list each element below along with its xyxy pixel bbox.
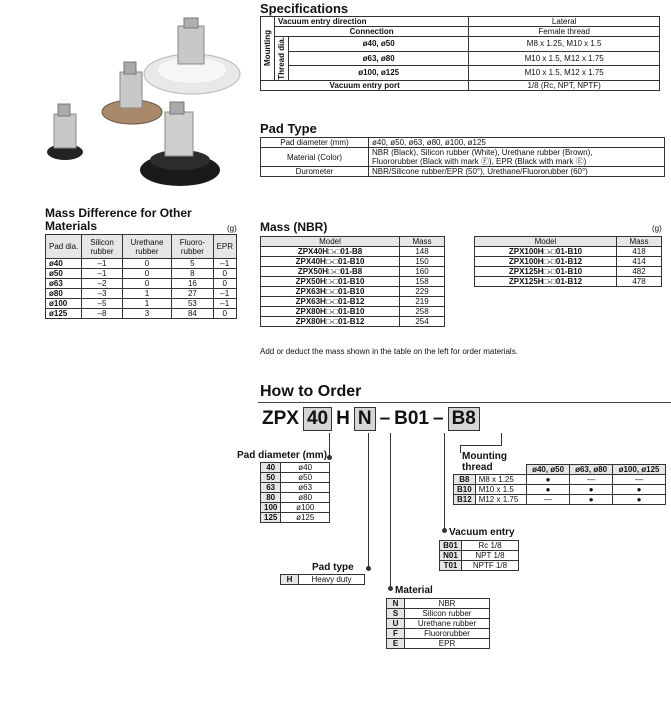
table-row: ZPX80H□-□01-B12 254 (261, 317, 445, 327)
connector-entry (444, 433, 445, 530)
table-row: U Urethane rubber (387, 619, 490, 629)
mass-diff-unit: (g) (227, 224, 237, 233)
mass-diff-table (45, 234, 237, 319)
table-row: E EPR (387, 639, 490, 649)
pad-diameter-label: Pad diameter (mm) (237, 450, 328, 461)
table-row: ø100 –5 1 53 –1 (46, 299, 237, 309)
pad-type-label: Material (Color) (261, 148, 369, 167)
col-header: Pad dia. (46, 235, 82, 259)
product-photo (40, 12, 250, 192)
connector-type (368, 433, 369, 568)
table-row: ZPX50H□-□01-B8 160 (261, 267, 445, 277)
table-row: ø50 –1 0 8 0 (46, 269, 237, 279)
spec-label: ø100, ø125 (289, 66, 469, 81)
table-row: 80 ø80 (261, 493, 330, 503)
order-prefix: ZPX (262, 408, 299, 429)
spec-value: M10 x 1.5, M12 x 1.75 (469, 51, 660, 66)
spec-label: ø63, ø80 (289, 51, 469, 66)
connector-dot (442, 528, 447, 533)
thread-dia-label: Thread dia. (275, 37, 289, 81)
material-label: Material (395, 585, 433, 596)
order-type: H (336, 408, 350, 429)
connector-dot (327, 455, 332, 460)
spec-label: Vacuum entry direction (275, 17, 469, 27)
order-entry: B01 (394, 408, 429, 429)
col-header: Fluoro-rubber (172, 235, 213, 259)
spec-value: Female thread (469, 27, 660, 37)
table-row: ZPX80H□-□01-B10 258 (261, 307, 445, 317)
how-to-order-title: How to Order (260, 383, 362, 400)
order-dash: – (433, 408, 444, 429)
order-material-box: N (354, 407, 376, 431)
table-row: 125 ø125 (261, 513, 330, 523)
table-row: 50 ø50 (261, 473, 330, 483)
table-row: ZPX40H□-□01-B8 148 (261, 247, 445, 257)
connector-material (390, 433, 391, 588)
connector-thread-v (460, 445, 461, 453)
col-header: Silicon rubber (82, 235, 122, 259)
table-row: B12 M12 x 1.75 — ● ● (454, 495, 666, 505)
table-row: ZPX125H□-□01-B12 478 (475, 277, 662, 287)
order-dash: – (379, 408, 391, 429)
table-row: ZPX100H□-□01-B12 414 (475, 257, 662, 267)
table-row: ZPX50H□-□01-B10 158 (261, 277, 445, 287)
how-to-order-rule (258, 402, 671, 403)
col-header: ø100, ø125 (613, 465, 666, 475)
vacuum-entry-table (439, 540, 519, 571)
table-row: 100 ø100 (261, 503, 330, 513)
table-row: B01 Rc 1/8 (440, 541, 519, 551)
material-table (386, 598, 490, 649)
table-row: ZPX40H□-□01-B10 150 (261, 257, 445, 267)
table-row: N NBR (387, 599, 490, 609)
table-row: B8 M8 x 1.25 ● — — (454, 475, 666, 485)
connector-dot (366, 566, 371, 571)
table-row: T01 NPTF 1/8 (440, 561, 519, 571)
pad-type-value: NBR (Black), Silicon rubber (White), Urethane rubber (Brown), Fluororubber (Black with mark Ⓕ), EPR (Black with mark Ⓔ) (369, 148, 665, 167)
mass-nbr-note: Add or deduct the mass shown in the table on the left for order materials. (260, 347, 518, 356)
connector-thread-h (460, 445, 502, 446)
table-row: B10 M10 x 1.5 ● ● ● (454, 485, 666, 495)
mass-nbr-unit: (g) (652, 224, 662, 233)
connector-dia (329, 433, 330, 457)
mounting-label: Mounting (261, 17, 275, 81)
spec-value: Lateral (469, 17, 660, 27)
connector-thread (501, 433, 502, 445)
col-header: Urethane rubber (122, 235, 172, 259)
pad-type-label: Durometer (261, 167, 369, 177)
table-row: N01 NPT 1/8 (440, 551, 519, 561)
table-row: H Heavy duty (281, 575, 365, 585)
spec-label: ø40, ø50 (289, 37, 469, 52)
mounting-thread-table (453, 464, 666, 505)
pad-diameter-table (260, 462, 330, 523)
pad-type-order-label: Pad type (312, 562, 354, 573)
table-row: ø80 –3 1 27 –1 (46, 289, 237, 299)
mass-diff-title: Mass Difference for Other Materials (45, 206, 192, 233)
mass-nbr-table-left: Model Mass ZPX40H□-□01-B8 148 ZPX40H□-□01-B10 150 ZPX50H□-□01-B8 160 ZPX50H□-□01-B10 158 ZPX63H□-□01-B10 229 ZPX63H□-□01-B12 219 ZPX80H□-□01-B10 258 ZPX80H□-□01-B12 254 (260, 236, 445, 327)
order-code (262, 407, 480, 431)
table-row: 40 ø40 (261, 463, 330, 473)
specifications-title: Specifications (260, 1, 349, 16)
vacuum-entry-label: Vacuum entry (449, 527, 515, 538)
specifications-table (260, 16, 660, 91)
spec-label: Vacuum entry port (261, 80, 469, 90)
pad-type-label: Pad diameter (mm) (261, 138, 369, 148)
table-row: 63 ø63 (261, 483, 330, 493)
table-row: ZPX63H□-□01-B12 219 (261, 297, 445, 307)
table-row: ZPX100H□-□01-B10 418 (475, 247, 662, 257)
table-row: ZPX63H□-□01-B10 229 (261, 287, 445, 297)
pad-type-order-table (280, 574, 365, 585)
spec-value: M8 x 1.25, M10 x 1.5 (469, 37, 660, 52)
connector-dot (388, 586, 393, 591)
pad-type-table (260, 137, 665, 177)
mounting-thread-label: Mounting thread (462, 451, 507, 473)
table-row: ø63 –2 0 16 0 (46, 279, 237, 289)
table-row: ø40 –1 0 5 –1 (46, 259, 237, 269)
spec-value: 1/8 (Rc, NPT, NPTF) (469, 80, 660, 90)
spec-label: Connection (275, 27, 469, 37)
pad-type-value: NBR/Silicone rubber/EPR (50°), Urethane/Fluororubber (60°) (369, 167, 665, 177)
table-row: ø125 –8 3 84 0 (46, 309, 237, 319)
table-row: S Silicon rubber (387, 609, 490, 619)
col-header: EPR (213, 235, 236, 259)
pad-type-title: Pad Type (260, 121, 317, 136)
col-header: ø40, ø50 (527, 465, 570, 475)
table-row: ZPX125H□-□01-B10 482 (475, 267, 662, 277)
order-dia-box: 40 (303, 407, 332, 431)
spec-value: M10 x 1.5, M12 x 1.75 (469, 66, 660, 81)
pad-type-value: ø40, ø50, ø63, ø80, ø100, ø125 (369, 138, 665, 148)
col-header: ø63, ø80 (570, 465, 613, 475)
order-thread-box: B8 (448, 407, 480, 431)
table-row: F Fluororubber (387, 629, 490, 639)
mass-nbr-title: Mass (NBR) (260, 220, 328, 234)
mass-nbr-table-right: Model Mass ZPX100H□-□01-B10 418 ZPX100H□-□01-B12 414 ZPX125H□-□01-B10 482 ZPX125H□-□01-B12 478 (474, 236, 662, 287)
